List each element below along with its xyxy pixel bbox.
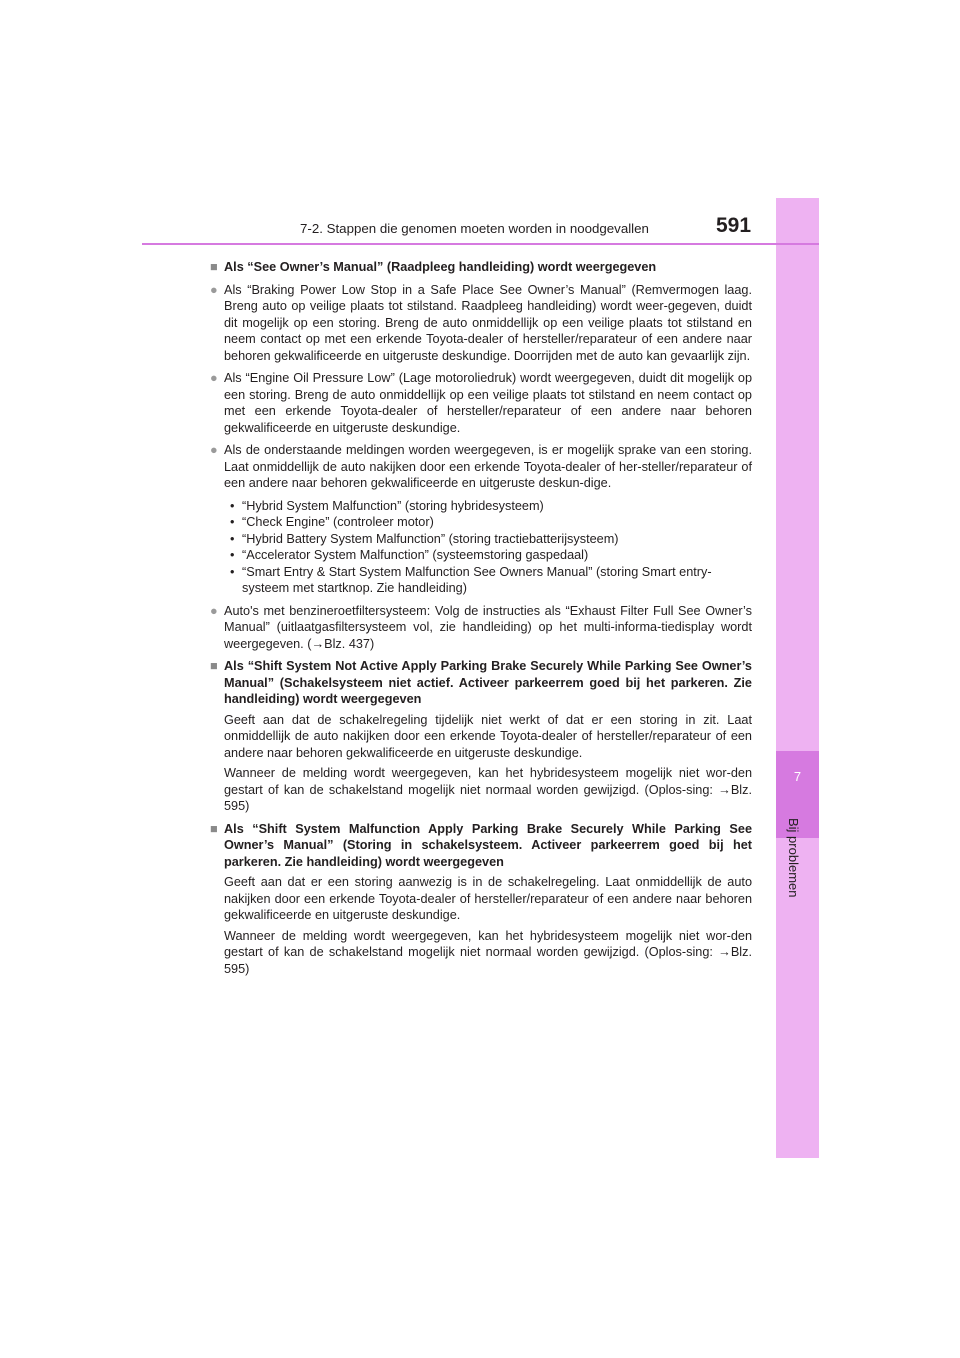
list-item: • “Accelerator System Malfunction” (systeemstoring gaspedaal) xyxy=(230,548,589,562)
bullet-dot-icon: • xyxy=(230,515,235,529)
bullet-dot-icon: • xyxy=(230,531,235,546)
circle-item: ● Als “Braking Power Low Stop in a Safe Place See Owner’s Manual” (Remvermogen laag. Breng auto op veilige plaats tot stilstand. Raadpleeg handleiding) wordt weer-gegeven, duidt dit mogelijk op een storing. Breng de auto onmiddellijk op een veilige plaats tot stilstand en neem contact op met een erkende Toyota-dealer of hersteller/reparateur of een andere naar behoren gekwalificeerde en uitgeruste deskundige. Doorrijden met de auto kan gevaarlijk zijn. xyxy=(210,282,752,363)
section-heading: ■ Als “See Owner’s Manual” (Raadpleeg handleiding) wordt weergegeven xyxy=(210,260,657,274)
header-rule xyxy=(142,243,819,245)
paragraph: Wanneer de melding wordt weergegeven, kan het hybridesysteem mogelijk niet wor-den gestart of kan de schakelstand mogelijk niet normaal worden gewijzigd. (Oplos-sing: →Blz. 595) xyxy=(224,766,752,813)
message-list xyxy=(210,498,752,597)
square-bullet-icon: ■ xyxy=(210,260,218,274)
bullet-dot-icon: • xyxy=(230,498,235,513)
circle-bullet-icon: ● xyxy=(210,443,218,457)
list-item: • “Check Engine” (controleer motor) xyxy=(230,515,434,529)
circle-bullet-icon: ● xyxy=(210,282,218,297)
page-number: 591 xyxy=(716,214,752,237)
list-item: • “Hybrid System Malfunction” (storing hybridesysteem) xyxy=(230,498,544,513)
square-bullet-icon: ■ xyxy=(210,659,218,673)
bullet-dot-icon: • xyxy=(230,548,235,562)
paragraph: Geeft aan dat de schakelregeling tijdelijk niet werkt of dat er een storing in zit. Laat onmiddellijk de auto nakijken door een erkende Toyota-dealer of hersteller/reparateur of een andere naar behoren gekwalificeerde en uitgeruste deskundige. xyxy=(224,712,752,760)
page-content xyxy=(210,253,752,977)
circle-item: ● Als “Engine Oil Pressure Low” (Lage motoroliedruk) wordt weergegeven, duidt dit mogelijk op een storing. Breng de auto onmiddellijk op een veilige plaats tot stilstand en neem contact op met een erkende Toyota-dealer of hersteller/reparateur of een andere naar behoren gekwalificeerde en uitgeruste deskundige. xyxy=(210,371,752,435)
circle-item: ● Als de onderstaande meldingen worden weergegeven, is er mogelijk sprake van een storing. Laat onmiddellijk de auto nakijken door een erkende Toyota-dealer of her-steller/reparateur of een andere naar behoren gekwalificeerde en uitgeruste deskun-dige. xyxy=(210,443,752,490)
paragraph: Wanneer de melding wordt weergegeven, kan het hybridesysteem mogelijk niet wor-den gestart of kan de schakelstand mogelijk niet normaal worden gewijzigd. (Oplos-sing: →Blz. 595) xyxy=(224,928,752,976)
square-bullet-icon: ■ xyxy=(210,821,218,836)
circle-item: ● Auto's met benzineroetfiltersysteem: Volg de instructies als “Exhaust Filter Full See Owner’s Manual” (uitlaatgasfiltersysteem vol, zie handleiding) op het multi-informa-tiedisplay wordt weergegeven. (→Blz. 437) xyxy=(210,603,752,651)
chapter-label: Bij problemen xyxy=(786,818,801,898)
chapter-number: 7 xyxy=(793,769,802,784)
section-title: 7-2. Stappen die genomen moeten worden in noodgevallen xyxy=(300,221,649,236)
paragraph: Geeft aan dat er een storing aanwezig is in de schakelregeling. Laat onmiddellijk de auto nakijken door een erkende Toyota-dealer of hersteller/reparateur of een andere naar behoren gekwalificeerde en uitgeruste deskundige. xyxy=(224,875,752,922)
circle-bullet-icon: ● xyxy=(210,603,218,618)
list-item: • “Hybrid Battery System Malfunction” (storing tractiebatterijsysteem) xyxy=(230,531,619,546)
chapter-side-tab xyxy=(776,198,819,1158)
circle-bullet-icon: ● xyxy=(210,371,218,385)
list-item: • “Smart Entry & Start System Malfunction See Owners Manual” (storing Smart entry-systeem met startknop. Zie handleiding) xyxy=(230,564,712,595)
section-heading: ■ Als “Shift System Malfunction Apply Parking Brake Securely While Parking See Owner’s Manual” (Storing in schakelsysteem. Activeer parkeerrem goed bij het parkeren. Zie handleiding) wordt weergegeven xyxy=(210,821,752,869)
section-heading: ■ Als “Shift System Not Active Apply Parking Brake Securely While Parking See Owner’s Manual” (Schakelsysteem niet actief. Activeer parkeerrem goed bij het parkeren. Zie handleiding) wordt weergegeven xyxy=(210,659,752,706)
bullet-dot-icon: • xyxy=(230,564,235,579)
